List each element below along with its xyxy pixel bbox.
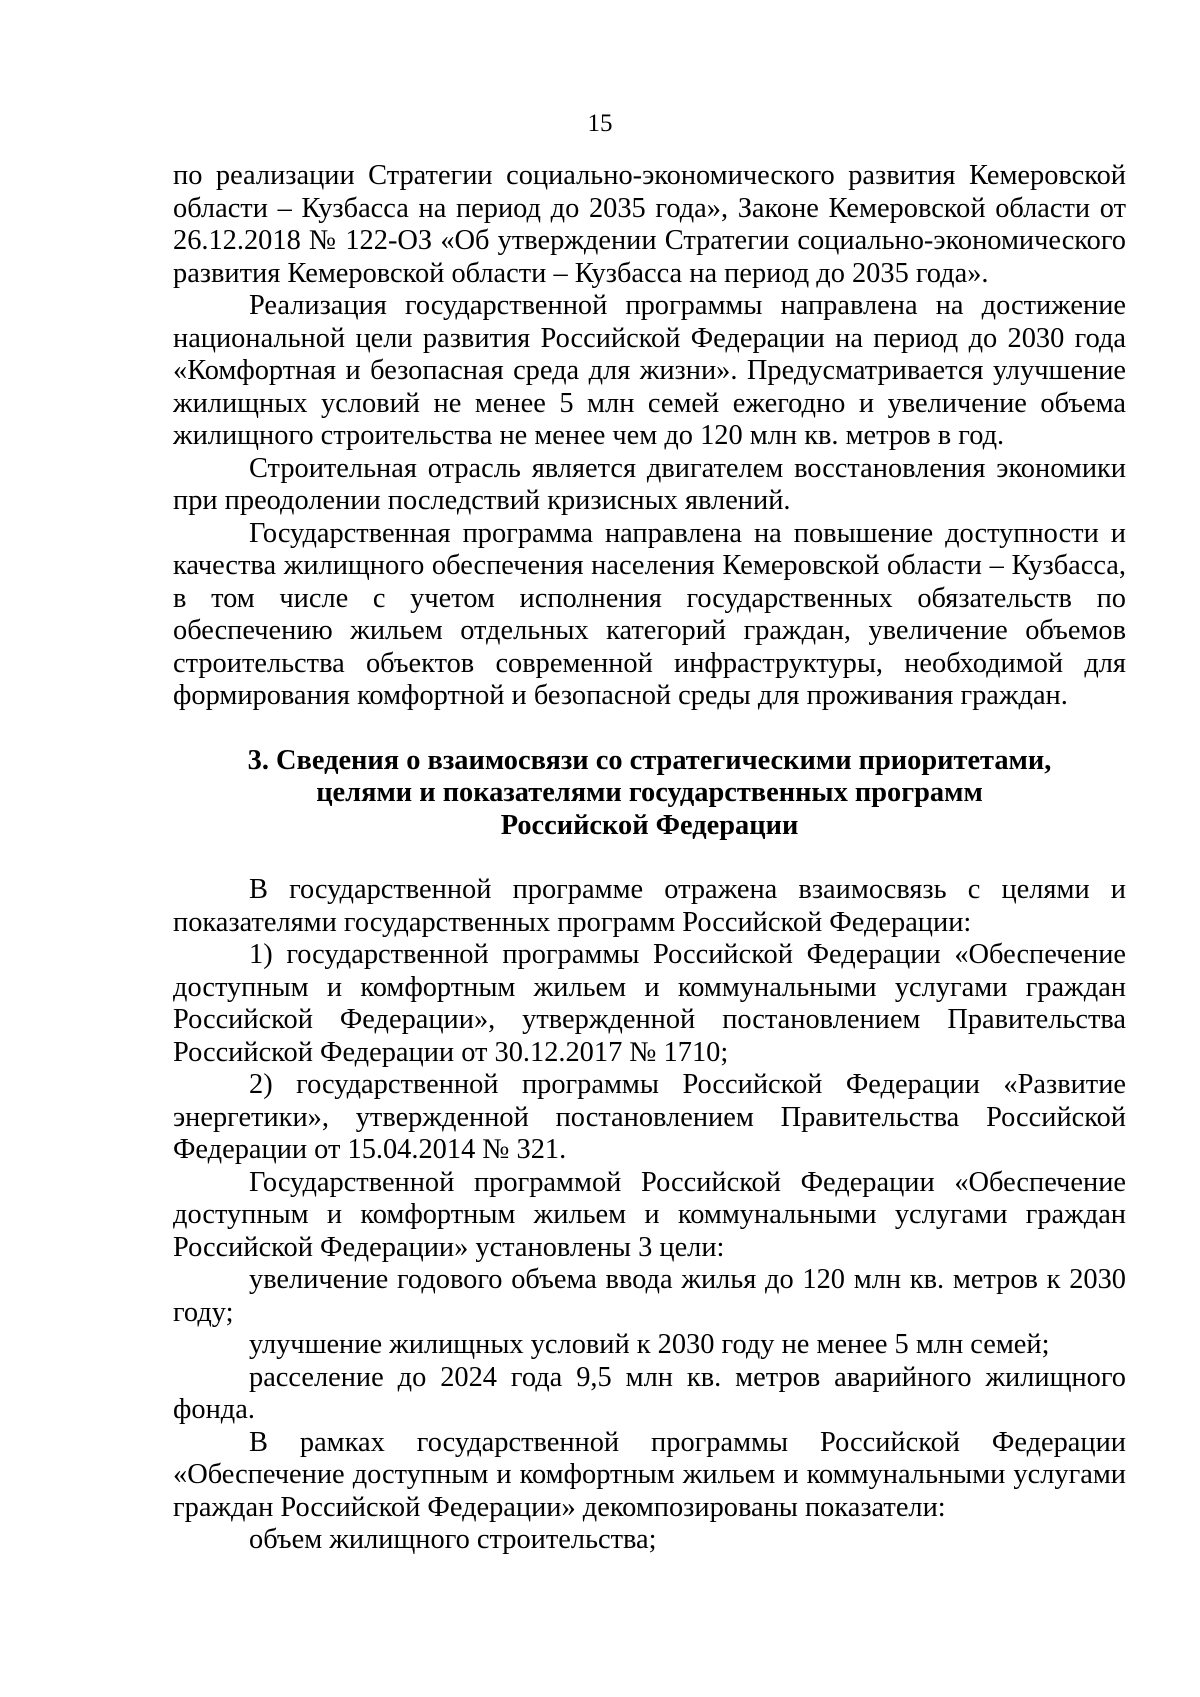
list-item: 2) государственной программы Российской Федерации «Развитие энергетики», утвержденной постановлением Правительства Российской Федерации от 15.04.2014 № 321. [173, 1069, 1126, 1165]
indicator-item: объем жилищного строительства; [249, 1524, 657, 1555]
page-number: 15 [587, 110, 613, 137]
section-heading-line: Российской Федерации [500, 809, 799, 841]
document-body [173, 160, 1126, 1557]
section-heading-line: 3. Сведения о взаимосвязи со стратегическими приоритетами, [247, 744, 1052, 776]
goal-item: расселение до 2024 года 9,5 млн кв. метров аварийного жилищного фонда. [173, 1361, 1126, 1425]
paragraph: В рамках государственной программы Российской Федерации «Обеспечение доступным и комфортным жильем и коммунальными услугами граждан Российской Федерации» декомпозированы показатели: [173, 1426, 1126, 1523]
goal-item: увеличение годового объема ввода жилья до 120 млн кв. метров к 2030 году; [173, 1264, 1126, 1328]
paragraph: В государственной программе отражена взаимосвязь с целями и показателями государственных программ Российской Федерации: [173, 874, 1126, 938]
section-heading-line: целями и показателями государственных программ [316, 777, 983, 808]
section-heading [173, 745, 1126, 843]
goal-item: улучшение жилищных условий к 2030 году не менее 5 млн семей; [249, 1329, 1050, 1360]
paragraph: Государственная программа направлена на повышение доступности и качества жилищного обеспечения населения Кемеровской области – Кузбасса, в том числе с учетом исполнения государственных обязательств по обеспечению жильем отдельных категорий граждан, увеличение объемов строительства объектов современной инфраструктуры, необходимой для формирования комфортной и безопасной среды для проживания граждан. [173, 517, 1126, 711]
paragraph: Реализация государственной программы направлена на достижение национальной цели развития Российской Федерации на период до 2030 года «Комфортная и безопасная среда для жизни». Предусматривается улучшение жилищных условий не менее 5 млн семей ежегодно и увеличение объема жилищного строительства не менее чем до 120 млн кв. метров в год. [173, 290, 1126, 451]
paragraph: Государственной программой Российской Федерации «Обеспечение доступным и комфортным жильем и коммунальными услугами граждан Российской Федерации» установлены 3 цели: [173, 1166, 1126, 1263]
list-item: 1) государственной программы Российской Федерации «Обеспечение доступным и комфортным жильем и коммунальными услугами граждан Российской Федерации», утвержденной постановлением Правительства Российской Федерации от 30.12.2017 № 1710; [173, 939, 1126, 1068]
paragraph: по реализации Стратегии социально-экономического развития Кемеровской области – Кузбасса на период до 2035 года», Законе Кемеровской области от 26.12.2018 № 122-ОЗ «Об утверждении Стратегии социально-экономического развития Кемеровской области – Кузбасса на период до 2035 года». [173, 160, 1126, 289]
paragraph: Строительная отрасль является двигателем восстановления экономики при преодолении последствий кризисных явлений. [173, 452, 1126, 516]
